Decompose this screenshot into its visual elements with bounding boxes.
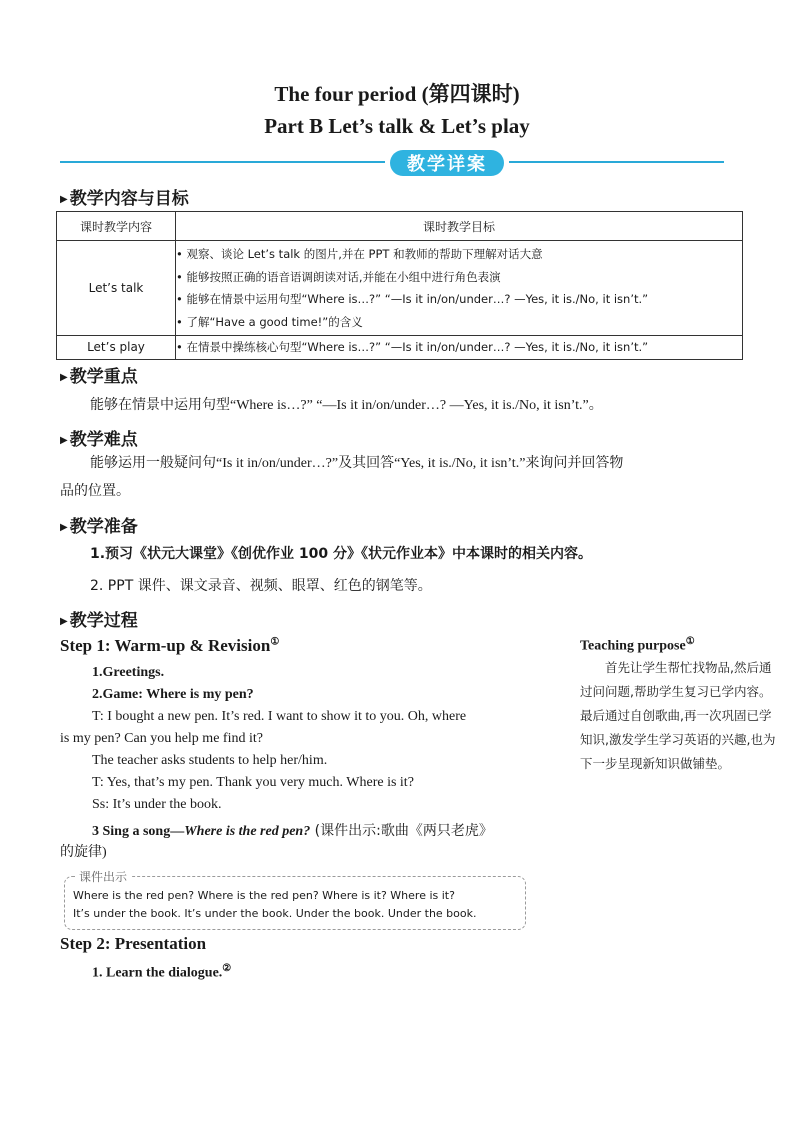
courseware-line: Where is the red pen? Where is the red pen? Where is it? Where is it? bbox=[73, 889, 455, 902]
goal-item: • 观察、谈论 Let’s talk 的图片,并在 PPT 和教师的帮助下理解对话大意 bbox=[176, 247, 543, 261]
table-row bbox=[57, 336, 743, 360]
triangle-bullet-icon: ▶ bbox=[60, 616, 68, 627]
song-title: Where is the red pen? bbox=[184, 824, 311, 839]
section-banner bbox=[60, 148, 724, 178]
triangle-bullet-icon: ▶ bbox=[60, 194, 68, 205]
step1-game: 2.Game: Where is my pen? bbox=[92, 687, 254, 702]
section-heading-key-points: ▶ 教学重点 bbox=[60, 367, 138, 387]
step1-song-suffix: 的旋律) bbox=[60, 845, 107, 860]
dialog-line: T: I bought a new pen. It’s red. I want to show it to you. Oh, where bbox=[92, 709, 467, 724]
sidebar-title: Teaching purpose① bbox=[580, 636, 695, 654]
footnote-marker: ① bbox=[685, 636, 695, 647]
preparation-item-1: 1.预习《状元大课堂》《创优作业 100 分》《状元作业本》中本课时的相关内容。 bbox=[90, 546, 593, 562]
difficulties-text-line1: 能够运用一般疑问句“Is it in/on/under…?”及其回答“Yes, it is./No, it isn’t.”来询问并回答物 bbox=[90, 456, 624, 471]
footnote-marker: ① bbox=[270, 636, 280, 648]
triangle-bullet-icon: ▶ bbox=[60, 435, 68, 446]
sidebar-text: 首先让学生帮忙找物品,然后通过问问题,帮助学生复习已学内容。最后通过自创歌曲,再一次巩固已学知识,激发学生学习英语的兴趣,也为下一步呈现新知识做铺垫。 bbox=[580, 660, 776, 771]
section-heading-preparation: ▶ 教学准备 bbox=[60, 517, 138, 537]
difficulties-text-line2: 品的位置。 bbox=[60, 484, 130, 499]
dialog-line: The teacher asks students to help her/him. bbox=[92, 753, 328, 768]
table-cell-content: Let’s play bbox=[57, 336, 176, 360]
section-heading-content-goals: ▶ 教学内容与目标 bbox=[60, 189, 189, 209]
step1-song: 3 Sing a song—Where is the red pen? (课件出示:歌曲《两只老虎》 bbox=[92, 823, 493, 839]
goal-item: • 在情景中操练核心句型“Where is…?” “—Is it in/on/under…? —Yes, it is./No, it isn’t.” bbox=[176, 340, 649, 354]
goal-item: • 了解“Have a good time!”的含义 bbox=[176, 314, 363, 329]
step2-item-1: 1. Learn the dialogue.② bbox=[92, 963, 232, 981]
objectives-table bbox=[56, 211, 743, 360]
step1-title: Step 1: Warm-up & Revision① bbox=[60, 636, 280, 655]
table-cell-goals bbox=[176, 241, 743, 336]
triangle-bullet-icon: ▶ bbox=[60, 522, 68, 533]
lesson-subtitle: Part B Let’s talk & Let’s play bbox=[264, 114, 530, 138]
banner-pill bbox=[385, 148, 509, 178]
preparation-item-2: 2. PPT 课件、课文录音、视频、眼罩、红色的钢笔等。 bbox=[90, 578, 432, 594]
banner-label: 教学详案 bbox=[390, 150, 504, 176]
table-cell-goals bbox=[176, 336, 743, 360]
table-header-goals: 课时教学目标 bbox=[176, 212, 743, 241]
lesson-title: The four period (第四课时) bbox=[274, 82, 520, 106]
courseware-box bbox=[64, 870, 526, 930]
step2-title: Step 2: Presentation bbox=[60, 934, 207, 953]
table-cell-content: Let’s talk bbox=[57, 241, 176, 336]
table-row bbox=[57, 241, 743, 336]
footnote-marker: ② bbox=[222, 963, 232, 974]
dialog-line: Ss: It’s under the book. bbox=[92, 797, 222, 812]
table-header-content: 课时教学内容 bbox=[57, 212, 176, 241]
key-points-text: 能够在情景中运用句型“Where is…?” “—Is it in/on/under…? —Yes, it is./No, it isn’t.”。 bbox=[90, 398, 603, 413]
table-header-row bbox=[57, 212, 743, 241]
triangle-bullet-icon: ▶ bbox=[60, 372, 68, 383]
goal-item: • 能够按照正确的语音语调朗读对话,并能在小组中进行角色表演 bbox=[176, 269, 501, 284]
goal-item: • 能够在情景中运用句型“Where is…?” “—Is it in/on/under…? —Yes, it is./No, it isn’t.” bbox=[176, 292, 649, 306]
section-heading-process: ▶ 教学过程 bbox=[60, 611, 138, 631]
courseware-tag: 课件出示 bbox=[75, 868, 131, 885]
dialog-line: T: Yes, that’s my pen. Thank you very much. Where is it? bbox=[92, 775, 414, 790]
dialog-line: is my pen? Can you help me find it? bbox=[60, 731, 263, 746]
section-heading-difficulties: ▶ 教学难点 bbox=[60, 430, 138, 450]
courseware-line: It’s under the book. It’s under the book. Under the book. Under the book. bbox=[73, 907, 477, 920]
step1-greetings: 1.Greetings. bbox=[92, 665, 165, 680]
